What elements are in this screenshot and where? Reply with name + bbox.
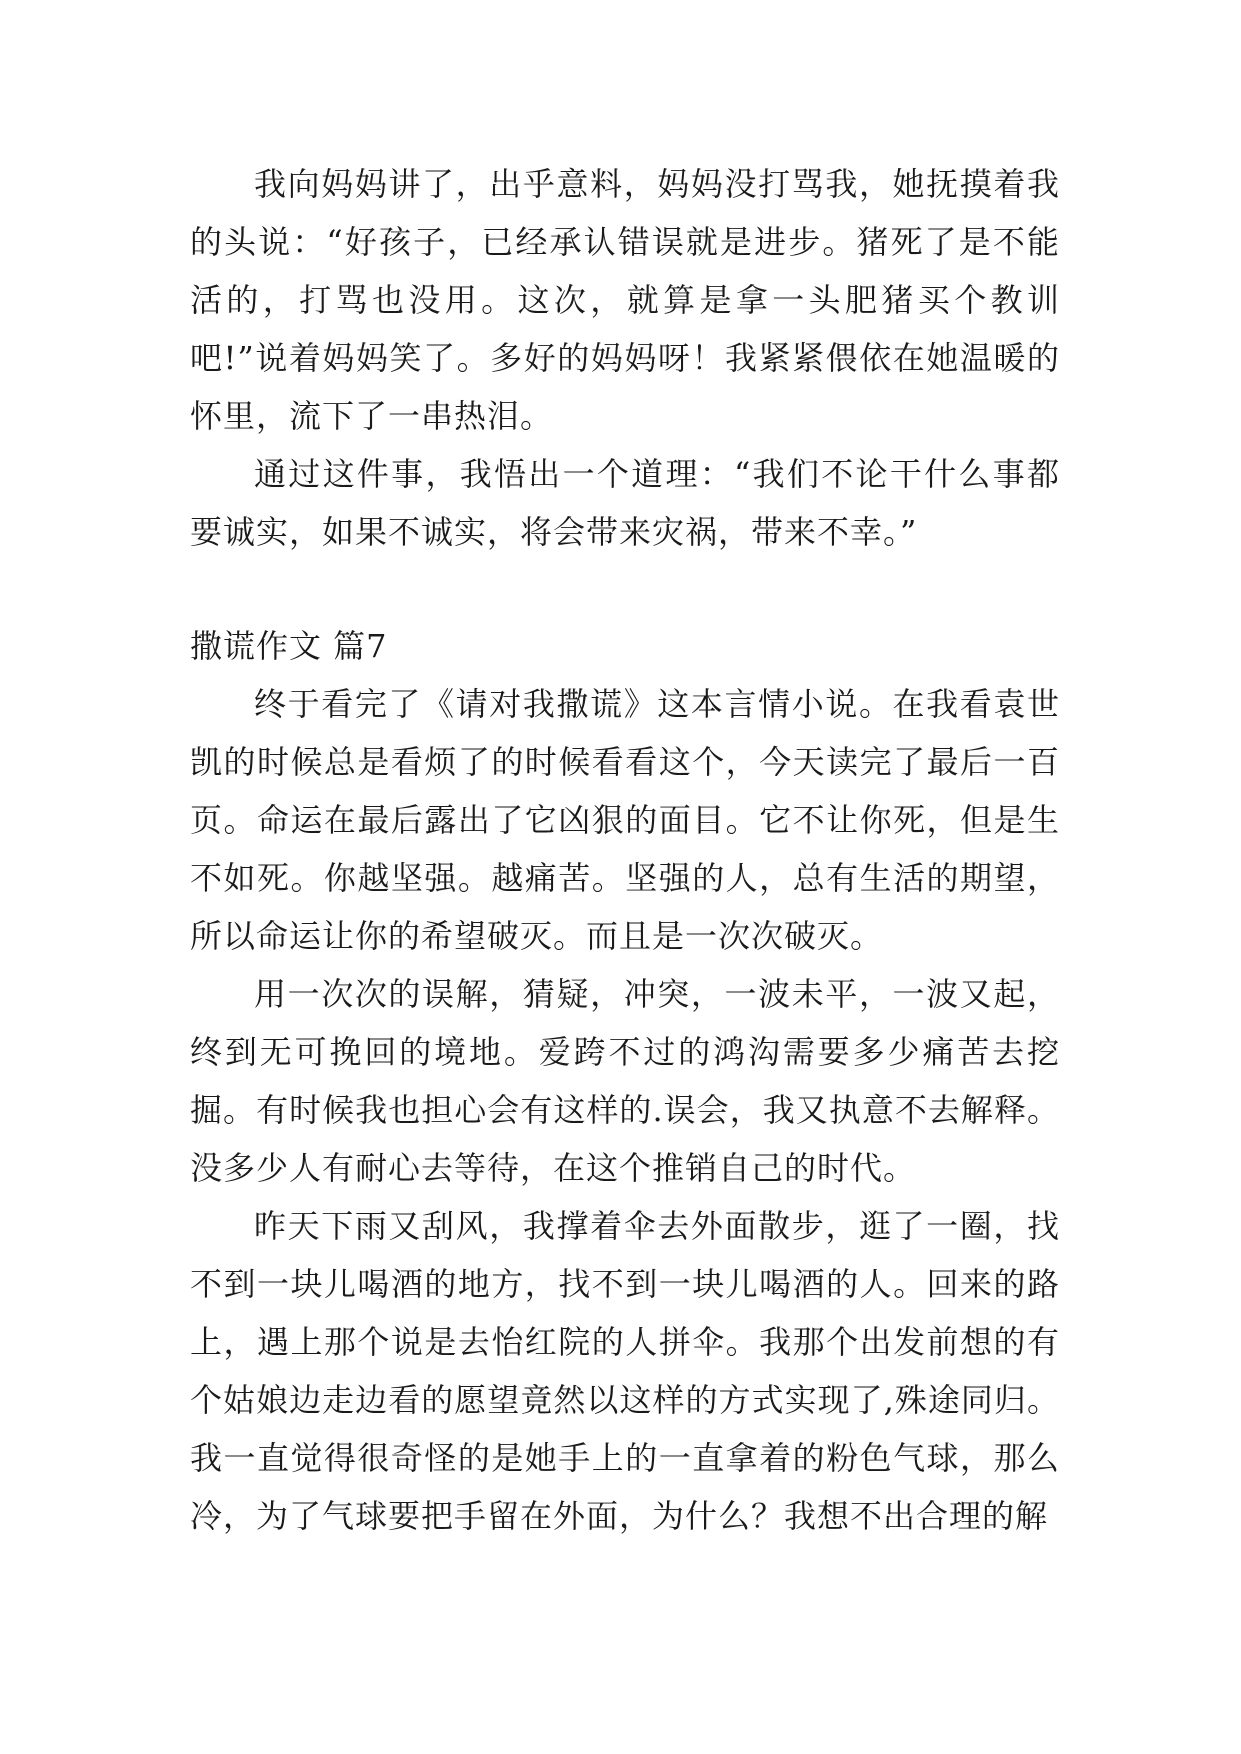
- paragraph: 昨天下雨又刮风，我撑着伞去外面散步，逛了一圈，找不到一块儿喝酒的地方，找不到一块儿喝酒的人。回来的路上，遇上那个说是去怡红院的人拼伞。我那个出发前想的有个姑娘边走边看的愿望竟然以这样的方式实现了,殊途同归。我一直觉得很奇怪的是她手上的一直拿着的粉色气球，那么冷，为了气球要把手留在外面，为什么？我想不出合理的解: [190, 1207, 1060, 1535]
- paragraph: 用一次次的误解，猜疑，冲突，一波未平，一波又起，终到无可挽回的境地。爱跨不过的鸿沟需要多少痛苦去挖掘。有时候我也担心会有这样的.误会，我又执意不去解释。没多少人有耐心去等待，在这个推销自己的时代。: [190, 975, 1060, 1187]
- paragraph: 通过这件事，我悟出一个道理：“我们不论干什么事都要诚实，如果不诚实，将会带来灾祸，带来不幸。”: [190, 455, 1060, 551]
- document-body: [190, 155, 1060, 1545]
- section-heading: 撒谎作文 篇7: [190, 627, 388, 665]
- paragraph: 我向妈妈讲了，出乎意料，妈妈没打骂我，她抚摸着我的头说：“好孩子，已经承认错误就是进步。猪死了是不能活的，打骂也没用。这次，就算是拿一头肥猪买个教训吧!”说着妈妈笑了。多好的妈妈呀！我紧紧偎依在她温暖的怀里，流下了一串热泪。: [190, 165, 1060, 435]
- paragraph: 终于看完了《请对我撒谎》这本言情小说。在我看袁世凯的时候总是看烦了的时候看看这个，今天读完了最后一百页。命运在最后露出了它凶狠的面目。它不让你死，但是生不如死。你越坚强。越痛苦。坚强的人，总有生活的期望，所以命运让你的希望破灭。而且是一次次破灭。: [190, 685, 1060, 955]
